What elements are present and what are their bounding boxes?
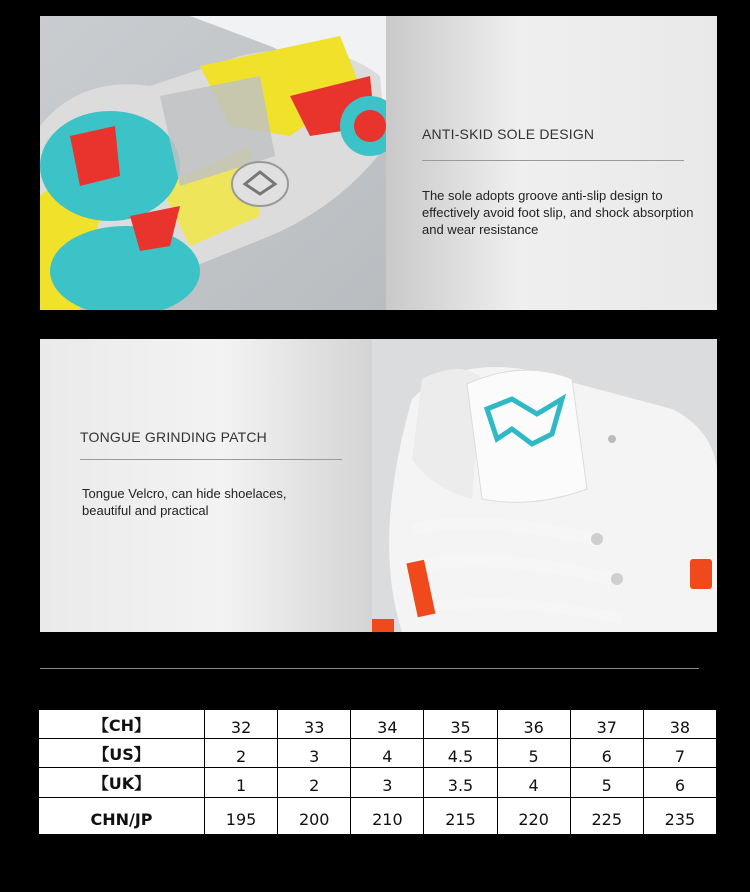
row-label: 【UK】 (39, 768, 205, 797)
size-cell: 4.5 (424, 739, 497, 768)
size-cell: 35 (424, 710, 497, 739)
feature-panel-tongue (40, 339, 717, 632)
feature-heading: TONGUE GRINDING PATCH (80, 429, 267, 445)
size-cell: 4 (351, 739, 424, 768)
size-cell: 215 (424, 797, 497, 834)
size-cell: 37 (570, 710, 643, 739)
size-cell: 210 (351, 797, 424, 834)
size-cell: 4 (497, 768, 570, 797)
size-cell: 34 (351, 710, 424, 739)
size-cell: 5 (497, 739, 570, 768)
sole-text-card (386, 16, 717, 310)
size-cell: 1 (205, 768, 278, 797)
size-cell: 33 (278, 710, 351, 739)
row-label: 【US】 (39, 739, 205, 768)
size-cell: 220 (497, 797, 570, 834)
size-cell: 7 (643, 739, 716, 768)
size-cell: 3.5 (424, 768, 497, 797)
size-cell: 6 (570, 739, 643, 768)
section-divider (40, 668, 699, 669)
size-cell: 32 (205, 710, 278, 739)
heading-divider (422, 160, 684, 161)
size-cell: 200 (278, 797, 351, 834)
size-cell: 5 (570, 768, 643, 797)
feature-panel-sole (40, 16, 717, 310)
size-row-us (39, 739, 717, 768)
size-cell: 6 (643, 768, 716, 797)
size-chart-table (38, 709, 717, 835)
size-row-uk (39, 768, 717, 797)
size-cell: 235 (643, 797, 716, 834)
size-cell: 225 (570, 797, 643, 834)
size-row-chn-jp (39, 797, 717, 834)
size-cell: 36 (497, 710, 570, 739)
sole-photo (40, 16, 386, 310)
sole-image-icon (40, 16, 386, 310)
row-label: 【CH】 (39, 710, 205, 739)
heading-divider (80, 459, 342, 460)
row-label: CHN/JP (39, 797, 205, 834)
size-row-ch (39, 710, 717, 739)
feature-description: The sole adopts groove anti-slip design to effectively avoid foot slip, and shock absorption and wear resistance (422, 188, 694, 237)
shoe-tongue-image-icon (372, 339, 717, 632)
size-cell: 195 (205, 797, 278, 834)
size-cell: 3 (278, 739, 351, 768)
feature-description: Tongue Velcro, can hide shoelaces, beautiful and practical (82, 486, 287, 518)
size-cell: 2 (205, 739, 278, 768)
feature-heading: ANTI-SKID SOLE DESIGN (422, 126, 595, 142)
size-cell: 2 (278, 768, 351, 797)
tongue-text-card (40, 339, 372, 632)
size-cell: 3 (351, 768, 424, 797)
size-cell: 38 (643, 710, 716, 739)
tongue-photo (372, 339, 717, 632)
